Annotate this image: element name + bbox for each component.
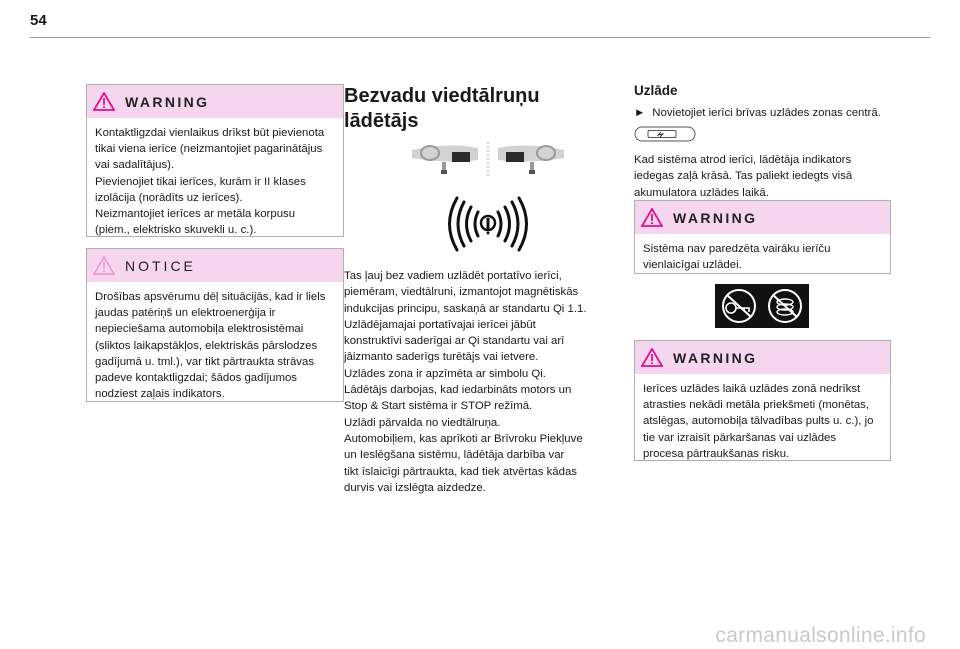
bullet-text: Novietojiet ierīci brīvas uzlādes zonas centrā. [652, 107, 881, 119]
warning-box [634, 340, 891, 461]
notice-title: NOTICE [125, 257, 196, 274]
warning-line: Sistēma nav paredzēta vairāku ierīču [643, 243, 831, 255]
notice-line: nodziest zaļais indikators. [95, 388, 225, 401]
warning-text [635, 234, 890, 279]
warning-header [87, 85, 343, 118]
warning-line: atslēgas, automobiļa tālvadības pults u. c.), jo [643, 415, 874, 428]
heading-line: lādētājs [344, 110, 419, 132]
warning-box [634, 200, 891, 274]
body-line: Automobiļiem, kas aprīkoti ar Brīvroku Piekļuve [344, 432, 583, 445]
warning-line: tikai viena ierīce (neizmantojiet pagarinātājus [95, 143, 323, 156]
warning-line: Neizmantojiet ierīces ar metāla korpusu [95, 208, 296, 221]
notice-line: nepieciešama automobiļa elektrosistēmai [95, 323, 304, 336]
body-line: Lādētājs darbojas, kad iedarbināts motors un [344, 384, 572, 397]
warning-triangle-icon [641, 348, 663, 367]
warning-line: vai sadalītājus). [95, 159, 175, 172]
bullet-item [634, 105, 904, 121]
qi-wireless-icon [442, 196, 534, 252]
notice-triangle-icon [93, 256, 115, 275]
body-line: jāizmanto saderīgs turētājs vai ietvere. [344, 351, 539, 364]
section-heading [344, 84, 584, 134]
warning-header [635, 201, 890, 234]
notice-line: gadījumā u. tml.), var tikt pārtraukta strāvas [95, 355, 315, 368]
notice-line: padeve kontaktligzdai; šādos gadījumos [95, 372, 297, 385]
heading-line: Bezvadu viedtālruņu [344, 85, 540, 107]
body-line: indukcijas principu, saskaņā ar standartu Qi 1.1. [344, 302, 587, 315]
status-line: akumulatora uzlādes laikā. [634, 186, 769, 199]
notice-header [87, 249, 343, 282]
watermark: carmanualsonline.info [715, 624, 926, 647]
body-line: Uzlādējamajai portatīvajai ierīcei jābūt [344, 318, 536, 331]
body-line: durvis vai izslēgta aizdedze. [344, 481, 486, 494]
status-line: Kad sistēma atrod ierīci, lādētāja indikators [634, 154, 852, 166]
warning-line: izolācija (norādīts uz ierīces). [95, 191, 243, 204]
notice-box [86, 248, 344, 402]
car-dashboard-icon [408, 138, 568, 180]
body-line: Tas ļauj bez vadiem uzlādēt portatīvo ierīci, [344, 270, 562, 282]
warning-title: WARNING [125, 93, 210, 110]
status-line: iedegas zaļā krāsā. Tas paliekt iedegts visā [634, 170, 853, 183]
body-line: piemēram, viedtālruni, izmantojot magnētiskās [344, 286, 579, 299]
notice-line: jaudas patēriņš un elektroenerģija ir [95, 307, 276, 320]
warning-title: WARNING [673, 209, 758, 226]
warning-box [86, 84, 344, 237]
body-line: Uzlādi pārvalda no viedtālruņa. [344, 416, 501, 429]
warning-line: Ierīces uzlādes laikā uzlādes zonā nedrīkst [643, 383, 861, 395]
top-divider [30, 37, 930, 38]
body-line: un Ieslēgšana sistēmu, lādētāja darbība var [344, 449, 565, 462]
warning-line: Kontaktligzdai vienlaikus drīkst būt pievienota [95, 127, 325, 139]
no-metal-objects-icon [715, 284, 809, 328]
body-line: Stop & Start sistēma ir STOP režīmā. [344, 400, 533, 413]
notice-text [87, 282, 343, 408]
warning-text [635, 374, 890, 468]
page-number: 54 [30, 12, 47, 29]
warning-triangle-icon [641, 208, 663, 227]
warning-title: WARNING [673, 349, 758, 366]
warning-header [635, 341, 890, 374]
warning-line: Pievienojiet tikai ierīces, kurām ir II klases [95, 175, 306, 188]
status-text [634, 152, 890, 201]
warning-line: (piem., elektrisko skuvekli u. c.). [95, 224, 257, 237]
subsection-heading: Uzlāde [634, 83, 678, 98]
body-line: tikt īslaicīgi pārtraukta, kad tiek atvērtas kādas [344, 465, 577, 478]
body-line: konstruktīvi saderīgai ar Qi standartu vai arī [344, 335, 565, 348]
warning-line: tie var izraisīt pārkaršanas vai uzlādes [643, 431, 837, 444]
charging-pad-icon [634, 126, 696, 142]
notice-line: (sliktos laikapstākļos, elektriskās pārslodzes [95, 339, 318, 352]
warning-line: vienlaicīgai uzlādei. [643, 259, 742, 272]
warning-triangle-icon [93, 92, 115, 111]
warning-line: procesa pārtraukšanas risku. [643, 447, 790, 460]
warning-line: atrasties nekādi metāla priekšmeti (monētas, [643, 399, 870, 412]
bullet-marker: ► [634, 107, 646, 119]
warning-text [87, 118, 343, 244]
section-body [344, 268, 614, 496]
body-line: Uzlādes zona ir apzīmēta ar simbolu Qi. [344, 367, 546, 380]
notice-line: Drošības apsvērumu dēļ situācijās, kad ir liels [95, 291, 326, 303]
